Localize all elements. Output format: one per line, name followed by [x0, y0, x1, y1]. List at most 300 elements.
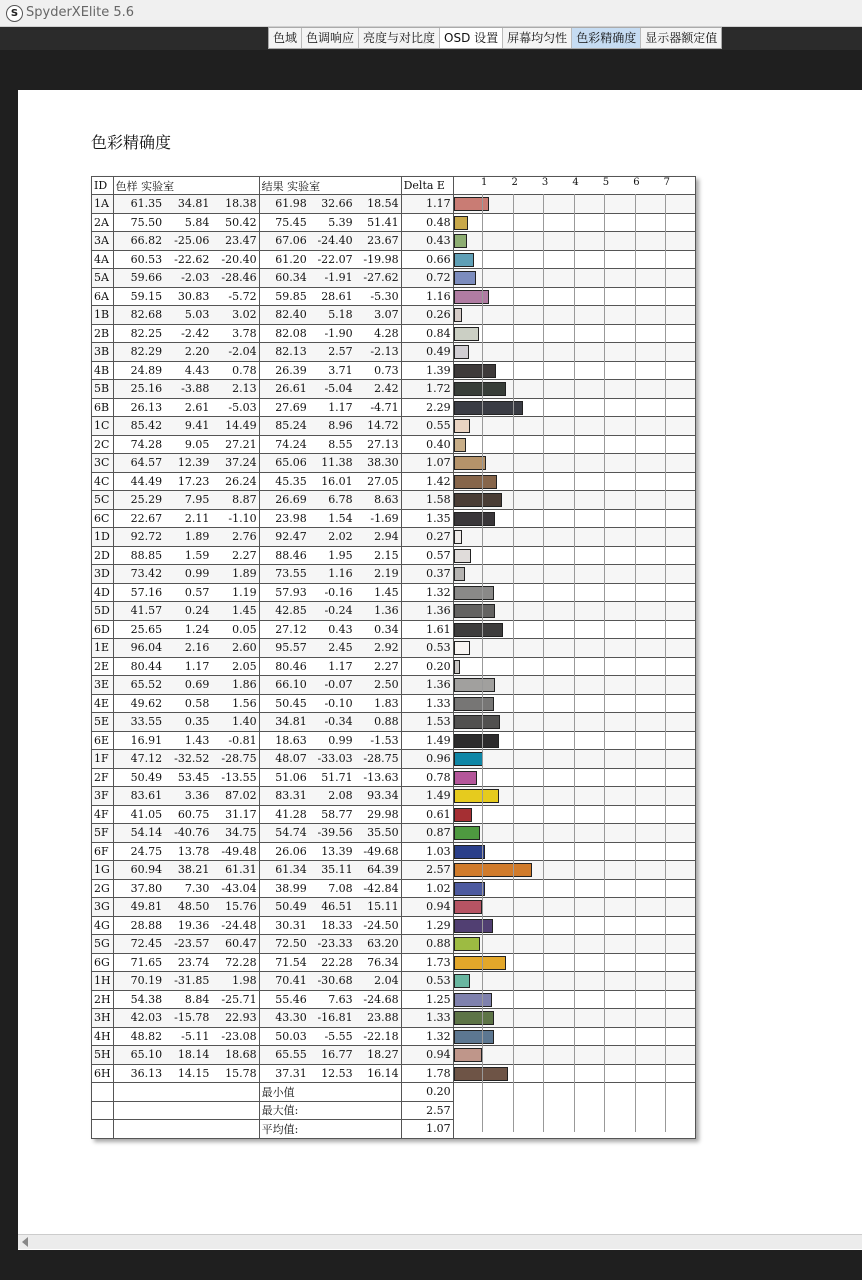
result-lab-values [259, 398, 401, 417]
summary-empty [113, 1120, 259, 1139]
sample-lab-value: 37.80 [130, 881, 163, 895]
result-lab-value: 92.47 [275, 530, 307, 544]
delta-e-value: 0.49 [401, 343, 453, 362]
tab-display-rating[interactable]: 显示器额定值 [645, 31, 718, 45]
delta-e-value: 0.37 [401, 565, 453, 584]
delta-e-value: 1.36 [401, 602, 453, 621]
result-lab-value: 5.39 [328, 215, 353, 229]
result-lab-values [259, 972, 401, 991]
result-lab-values [259, 842, 401, 861]
delta-e-bar [454, 919, 493, 933]
sample-lab-value: 87.02 [225, 789, 257, 803]
delta-e-bar-cell [453, 694, 695, 713]
sample-lab-value: 92.72 [130, 530, 163, 544]
result-lab-value: 65.55 [275, 1048, 307, 1062]
result-lab-value: 2.50 [374, 678, 399, 692]
table-row [92, 953, 696, 972]
result-lab-value: 2.45 [328, 641, 353, 655]
result-lab-values [259, 435, 401, 454]
delta-e-value: 1.33 [401, 694, 453, 713]
table-row [92, 232, 696, 251]
result-lab-value: 11.38 [321, 456, 353, 470]
result-lab-value: 80.46 [275, 659, 307, 673]
result-lab-value: 23.67 [367, 234, 399, 248]
delta-e-bar [454, 308, 462, 322]
delta-e-bar [454, 493, 502, 507]
patch-id: 4D [92, 583, 114, 602]
result-lab-values [259, 602, 401, 621]
result-lab-value: 14.72 [367, 419, 399, 433]
result-lab-value: -13.63 [363, 770, 399, 784]
patch-id: 2B [92, 324, 114, 343]
sample-lab-value: 34.75 [225, 826, 257, 840]
result-lab-value: 50.03 [275, 1029, 307, 1043]
sample-lab-value: 15.76 [225, 900, 257, 914]
patch-id: 5B [92, 380, 114, 399]
delta-e-value: 1.61 [401, 620, 453, 639]
patch-id: 4H [92, 1027, 114, 1046]
delta-e-bar [454, 234, 467, 248]
sample-lab-value: 2.11 [184, 511, 210, 525]
result-lab-value: 71.54 [275, 955, 307, 969]
delta-e-bar-cell [453, 417, 695, 436]
result-lab-values [259, 953, 401, 972]
sample-lab-value: 61.35 [130, 197, 163, 211]
sample-lab-value: 2.61 [184, 400, 210, 414]
result-lab-value: 61.34 [275, 863, 307, 877]
sample-lab-value: 2.27 [232, 548, 257, 562]
patch-id: 6D [92, 620, 114, 639]
sample-lab-value: 1.43 [184, 733, 210, 747]
sample-lab-value: 8.84 [184, 992, 210, 1006]
delta-e-bar-cell [453, 713, 695, 732]
sample-lab-value: 0.24 [184, 604, 210, 618]
tab-gamut[interactable]: 色域 [269, 28, 302, 48]
tab-brightness-contrast[interactable]: 亮度与对比度 [359, 28, 440, 48]
sample-lab-value: -20.40 [221, 252, 257, 266]
result-lab-value: 51.71 [321, 770, 353, 784]
result-lab-values [259, 861, 401, 880]
delta-e-bar-cell [453, 676, 695, 695]
result-lab-values [259, 287, 401, 306]
patch-id: 5D [92, 602, 114, 621]
delta-e-bar-cell [453, 879, 695, 898]
delta-e-bar-cell [453, 602, 695, 621]
delta-e-value: 1.72 [401, 380, 453, 399]
summary-value: 1.07 [401, 1120, 453, 1139]
sample-lab-value: 26.13 [130, 400, 163, 414]
sample-lab-value: 60.47 [225, 937, 257, 951]
sample-lab-value: 23.74 [177, 955, 210, 969]
result-lab-value: 82.13 [275, 345, 307, 359]
delta-e-bar [454, 438, 466, 452]
result-lab-value: 27.05 [367, 474, 399, 488]
sample-lab-values [113, 768, 259, 787]
delta-e-value: 0.48 [401, 213, 453, 232]
delta-e-bar [454, 1011, 494, 1025]
result-lab-value: -24.50 [363, 918, 399, 932]
patch-id: 2F [92, 768, 114, 787]
delta-e-bar [454, 364, 496, 378]
delta-e-value: 0.53 [401, 639, 453, 658]
delta-e-bar-cell [453, 195, 695, 214]
result-lab-values [259, 417, 401, 436]
sample-lab-value: 65.52 [130, 678, 163, 692]
result-lab-value: 1.36 [374, 604, 399, 618]
delta-e-bar-cell [453, 657, 695, 676]
sample-lab-value: 24.75 [130, 844, 163, 858]
sample-lab-values [113, 805, 259, 824]
delta-e-value: 0.94 [401, 898, 453, 917]
result-lab-values [259, 639, 401, 658]
table-row [92, 195, 696, 214]
sample-lab-value: 8.87 [232, 493, 257, 507]
result-lab-value: 12.53 [321, 1066, 353, 1080]
summary-value: 0.20 [401, 1083, 453, 1102]
sample-lab-values [113, 583, 259, 602]
patch-id: 5F [92, 824, 114, 843]
delta-e-bar [454, 641, 470, 655]
tab-tone-response[interactable]: 色调响应 [302, 28, 359, 48]
patch-id: 5H [92, 1046, 114, 1065]
sample-lab-value: 1.24 [184, 622, 210, 636]
sample-lab-values [113, 435, 259, 454]
sample-lab-value: 15.78 [225, 1066, 257, 1080]
patch-id: 2G [92, 879, 114, 898]
result-lab-value: 26.39 [275, 363, 307, 377]
result-lab-values [259, 935, 401, 954]
result-lab-value: 38.30 [367, 456, 399, 470]
delta-e-bar [454, 660, 460, 674]
delta-e-axis [453, 177, 695, 195]
result-lab-value: 0.43 [328, 622, 353, 636]
patch-id: 3G [92, 898, 114, 917]
patch-id: 3F [92, 787, 114, 806]
delta-e-bar-cell [453, 306, 695, 325]
sample-lab-value: 74.28 [130, 437, 163, 451]
table-row [92, 1009, 696, 1028]
sample-lab-value: -13.55 [221, 770, 257, 784]
patch-id: 3H [92, 1009, 114, 1028]
result-lab-value: 3.71 [328, 363, 353, 377]
result-lab-value: 16.01 [321, 474, 353, 488]
sample-lab-value: -28.75 [221, 752, 257, 766]
delta-e-value: 0.53 [401, 972, 453, 991]
result-lab-value: 7.63 [328, 992, 353, 1006]
sample-lab-values [113, 694, 259, 713]
sample-lab-value: 41.57 [130, 604, 163, 618]
sample-lab-value: 36.13 [130, 1066, 163, 1080]
result-lab-value: 66.10 [275, 678, 307, 692]
result-lab-values [259, 879, 401, 898]
sample-lab-value: -23.57 [174, 937, 210, 951]
sample-lab-value: 7.30 [184, 881, 210, 895]
result-lab-values [259, 565, 401, 584]
sample-lab-value: -49.48 [221, 844, 257, 858]
result-lab-value: 23.98 [275, 511, 307, 525]
sample-lab-value: -25.71 [221, 992, 257, 1006]
patch-id: 6G [92, 953, 114, 972]
sample-lab-value: -5.11 [181, 1029, 210, 1043]
sample-lab-value: 73.42 [130, 567, 163, 581]
result-lab-value: 85.24 [275, 419, 307, 433]
patch-id: 4F [92, 805, 114, 824]
sample-lab-value: 34.81 [177, 197, 210, 211]
result-lab-values [259, 546, 401, 565]
sample-lab-values [113, 546, 259, 565]
delta-e-bar [454, 567, 465, 581]
delta-e-value: 0.96 [401, 750, 453, 769]
result-lab-value: 42.85 [275, 604, 307, 618]
delta-e-value: 0.55 [401, 417, 453, 436]
result-lab-values [259, 472, 401, 491]
result-lab-value: 28.61 [321, 289, 353, 303]
sample-lab-value: -43.04 [221, 881, 257, 895]
sample-lab-value: 13.78 [177, 844, 210, 858]
result-lab-values [259, 694, 401, 713]
sample-lab-value: 0.78 [232, 363, 257, 377]
result-lab-value: 67.06 [275, 234, 307, 248]
delta-e-bar [454, 345, 469, 359]
sample-lab-value: -25.06 [174, 234, 210, 248]
patch-id: 4A [92, 250, 114, 269]
table-row [92, 657, 696, 676]
delta-e-value: 2.57 [401, 861, 453, 880]
delta-e-bar-cell [453, 583, 695, 602]
result-lab-values [259, 195, 401, 214]
delta-e-bar [454, 715, 501, 729]
delta-e-value: 1.03 [401, 842, 453, 861]
sample-lab-value: 1.89 [184, 530, 210, 544]
result-lab-value: 26.06 [275, 844, 307, 858]
table-row [92, 213, 696, 232]
result-lab-values [259, 805, 401, 824]
sample-lab-value: -5.72 [228, 289, 257, 303]
table-row [92, 935, 696, 954]
sample-lab-value: 50.42 [225, 215, 257, 229]
result-lab-values [259, 232, 401, 251]
table-row [92, 1046, 696, 1065]
delta-e-value: 1.39 [401, 361, 453, 380]
table-row [92, 361, 696, 380]
horizontal-scrollbar[interactable] [18, 1234, 862, 1249]
delta-e-value: 1.36 [401, 676, 453, 695]
delta-e-value: 1.73 [401, 953, 453, 972]
sample-lab-value: 1.19 [232, 585, 257, 599]
sample-lab-value: 88.85 [130, 548, 163, 562]
table-row [92, 639, 696, 658]
delta-e-value: 0.61 [401, 805, 453, 824]
sample-lab-value: -3.88 [181, 382, 210, 396]
delta-e-bar-cell [453, 750, 695, 769]
result-lab-value: 0.73 [374, 363, 399, 377]
result-lab-value: -1.53 [370, 733, 399, 747]
sample-lab-value: 3.36 [184, 789, 210, 803]
sample-lab-value: 5.03 [184, 308, 210, 322]
sample-lab-value: 65.10 [130, 1048, 163, 1062]
scroll-left-icon[interactable] [22, 1237, 28, 1247]
delta-e-bar-cell [453, 565, 695, 584]
result-lab-value: 64.39 [367, 863, 399, 877]
delta-e-bar [454, 993, 492, 1007]
sample-lab-value: 2.16 [184, 641, 210, 655]
result-lab-value: 26.61 [275, 382, 307, 396]
sample-lab-values [113, 1027, 259, 1046]
delta-e-value: 0.40 [401, 435, 453, 454]
table-row [92, 898, 696, 917]
result-lab-value: 7.08 [328, 881, 353, 895]
sample-lab-value: 59.66 [130, 271, 163, 285]
result-lab-values [259, 713, 401, 732]
patch-id: 2C [92, 435, 114, 454]
patch-id: 3C [92, 454, 114, 473]
sample-lab-value: -28.46 [221, 271, 257, 285]
axis-tick: 2 [511, 177, 518, 188]
delta-e-value: 1.32 [401, 1027, 453, 1046]
sample-lab-values [113, 343, 259, 362]
result-lab-value: 61.20 [275, 252, 307, 266]
sample-lab-value: 9.41 [184, 419, 210, 433]
table-row [92, 750, 696, 769]
sample-lab-values [113, 639, 259, 658]
sample-lab-value: -15.78 [174, 1011, 210, 1025]
sample-lab-value: 83.61 [130, 789, 163, 803]
sample-lab-value: 27.21 [225, 437, 257, 451]
result-lab-value: 22.28 [321, 955, 353, 969]
result-lab-value: 2.42 [374, 382, 399, 396]
result-lab-value: 27.69 [275, 400, 307, 414]
sample-lab-values [113, 1064, 259, 1083]
table-row [92, 842, 696, 861]
result-lab-values [259, 324, 401, 343]
sample-lab-value: 75.50 [130, 215, 163, 229]
axis-tick: 4 [572, 177, 579, 188]
delta-e-value: 0.94 [401, 1046, 453, 1065]
result-lab-values [259, 824, 401, 843]
result-lab-value: 2.92 [374, 641, 399, 655]
delta-e-bar [454, 401, 524, 415]
sample-lab-value: 37.24 [225, 456, 257, 470]
patch-id: 3D [92, 565, 114, 584]
result-lab-values [259, 657, 401, 676]
patch-id: 3B [92, 343, 114, 362]
summary-empty [113, 1083, 259, 1102]
delta-e-bar-cell [453, 1046, 695, 1065]
axis-tick: 5 [602, 177, 610, 188]
table-row [92, 546, 696, 565]
patch-id: 1E [92, 639, 114, 658]
sample-lab-value: 53.45 [177, 770, 210, 784]
summary-label: 最小值 [259, 1083, 401, 1102]
sample-lab-value: 60.53 [130, 252, 163, 266]
delta-e-bar-cell [453, 546, 695, 565]
result-lab-value: 8.55 [328, 437, 353, 451]
sample-lab-value: 54.38 [130, 992, 163, 1006]
sample-lab-value: 33.55 [130, 715, 163, 729]
tab-color-accuracy[interactable]: 色彩精确度 [572, 28, 641, 48]
result-lab-value: 88.46 [275, 548, 307, 562]
sample-lab-value: 1.56 [232, 696, 257, 710]
table-row [92, 694, 696, 713]
result-lab-values [259, 750, 401, 769]
sample-lab-values [113, 213, 259, 232]
sample-lab-values [113, 824, 259, 843]
sample-lab-value: 22.93 [225, 1011, 257, 1025]
table-row [92, 250, 696, 269]
result-lab-value: -33.03 [317, 752, 353, 766]
table-row [92, 287, 696, 306]
sample-lab-values [113, 491, 259, 510]
result-lab-value: 2.19 [374, 567, 399, 581]
table-row [92, 472, 696, 491]
result-lab-values [259, 676, 401, 695]
table-row [92, 583, 696, 602]
table-row [92, 269, 696, 288]
sample-lab-value: 0.05 [232, 622, 257, 636]
delta-e-bar [454, 826, 480, 840]
result-lab-value: 41.28 [275, 807, 307, 821]
sample-lab-values [113, 417, 259, 436]
delta-e-value: 1.49 [401, 787, 453, 806]
sample-lab-values [113, 380, 259, 399]
result-lab-value: -23.33 [317, 937, 353, 951]
patch-id: 6E [92, 731, 114, 750]
sample-lab-value: 59.15 [130, 289, 163, 303]
sample-lab-value: 96.04 [130, 641, 163, 655]
delta-e-value: 1.25 [401, 990, 453, 1009]
sample-lab-values [113, 361, 259, 380]
header-delta-e: Delta E [401, 177, 453, 195]
sample-lab-values [113, 1009, 259, 1028]
result-lab-value: 8.96 [328, 419, 353, 433]
sample-lab-value: -22.62 [174, 252, 210, 266]
table-row [92, 861, 696, 880]
summary-empty [92, 1101, 114, 1120]
result-lab-values [259, 509, 401, 528]
delta-e-bar-cell [453, 972, 695, 991]
patch-id: 6F [92, 842, 114, 861]
delta-e-bar-cell [453, 861, 695, 880]
result-lab-value: 13.39 [321, 844, 353, 858]
result-lab-value: -5.04 [324, 382, 353, 396]
result-lab-value: -49.68 [363, 844, 399, 858]
tab-osd-settings[interactable]: OSD 设置 [440, 28, 503, 48]
page-title: 色彩精确度 [91, 133, 172, 152]
delta-e-value: 0.87 [401, 824, 453, 843]
result-lab-value: 18.33 [321, 918, 353, 932]
delta-e-bar-cell [453, 380, 695, 399]
delta-e-bar-cell [453, 454, 695, 473]
result-lab-value: -30.68 [317, 974, 353, 988]
result-lab-value: 1.17 [328, 659, 353, 673]
header-id: ID [92, 177, 114, 195]
sample-lab-value: 4.43 [184, 363, 210, 377]
sample-lab-value: 54.14 [130, 826, 163, 840]
patch-id: 4B [92, 361, 114, 380]
table-row [92, 565, 696, 584]
delta-e-bar [454, 734, 499, 748]
delta-e-bar-cell [453, 639, 695, 658]
table-row [92, 916, 696, 935]
tab-screen-uniformity[interactable]: 屏幕均匀性 [503, 28, 572, 48]
sample-lab-value: 30.83 [177, 289, 210, 303]
result-lab-value: 6.78 [328, 493, 353, 507]
result-lab-value: -39.56 [317, 826, 353, 840]
sample-lab-value: 2.20 [184, 345, 210, 359]
sample-lab-value: -0.81 [228, 733, 257, 747]
sample-lab-value: 47.12 [130, 752, 163, 766]
patch-id: 6B [92, 398, 114, 417]
